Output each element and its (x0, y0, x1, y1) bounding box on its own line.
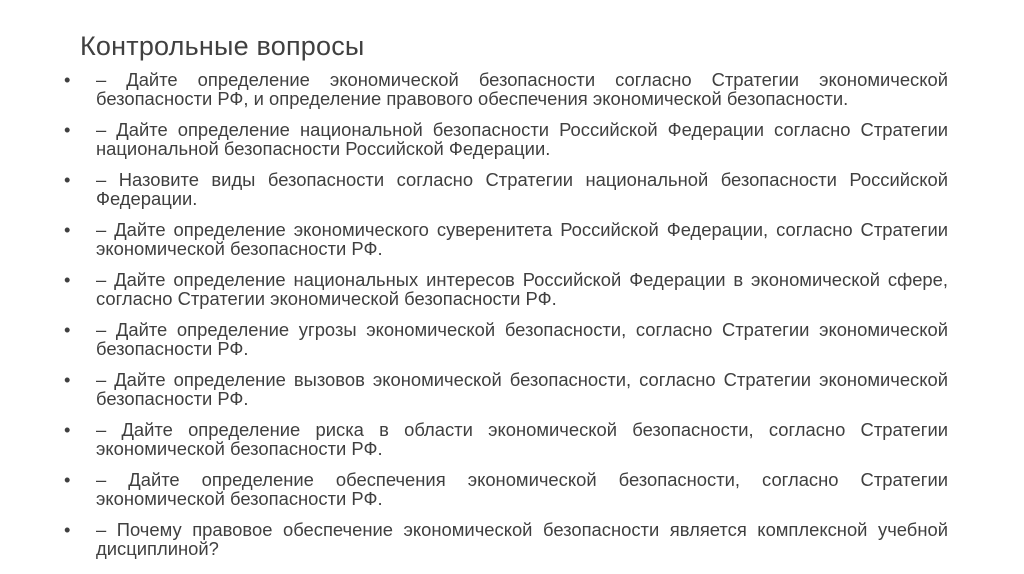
list-item (62, 420, 948, 458)
bullet-icon: • (64, 269, 71, 290)
list-item-text: – Дайте определение национальной безопасности Российской Федерации согласно Стратегии национальной безопасности Российской Федерации. (96, 119, 948, 159)
list-item-text: – Дайте определение экономической безопасности согласно Стратегии экономической безопасности РФ, и определение правового обеспечения экономической безопасности. (96, 69, 948, 109)
list-item-text: – Почему правовое обеспечение экономической безопасности является комплексной учебной дисциплиной? (96, 519, 948, 559)
bullet-icon: • (64, 469, 71, 490)
list-item (62, 320, 948, 358)
list-item-text: – Дайте определение экономического суверенитета Российской Федерации, согласно Стратегии экономической безопасности РФ. (96, 219, 948, 259)
bullet-icon: • (64, 519, 71, 540)
list-item-text: – Дайте определение обеспечения экономической безопасности, согласно Стратегии экономической безопасности РФ. (96, 469, 948, 509)
list-item (62, 520, 948, 558)
bullet-icon: • (64, 69, 71, 90)
list-item-text: – Дайте определение угрозы экономической безопасности, согласно Стратегии экономической безопасности РФ. (96, 319, 948, 359)
list-item-text: – Дайте определение вызовов экономической безопасности, согласно Стратегии экономической безопасности РФ. (96, 369, 948, 409)
list-item (62, 170, 948, 208)
list-item-text: – Дайте определение национальных интересов Российской Федерации в экономической сфере, согласно Стратегии экономической безопасности РФ. (96, 269, 948, 309)
list-item (62, 470, 948, 508)
list-item (62, 370, 948, 408)
bullet-icon: • (64, 169, 71, 190)
bullet-icon: • (64, 219, 71, 240)
question-list (62, 70, 948, 570)
list-item-text: – Назовите виды безопасности согласно Стратегии национальной безопасности Российской Федерации. (96, 169, 948, 209)
bullet-icon: • (64, 419, 71, 440)
bullet-icon: • (64, 319, 71, 340)
list-item (62, 120, 948, 158)
bullet-icon: • (64, 369, 71, 390)
list-item (62, 70, 948, 108)
bullet-icon: • (64, 119, 71, 140)
slide-title: Контрольные вопросы (80, 31, 365, 61)
list-item-text: – Дайте определение риска в области экономической безопасности, согласно Стратегии экономической безопасности РФ. (96, 419, 948, 459)
list-item (62, 270, 948, 308)
list-item (62, 220, 948, 258)
